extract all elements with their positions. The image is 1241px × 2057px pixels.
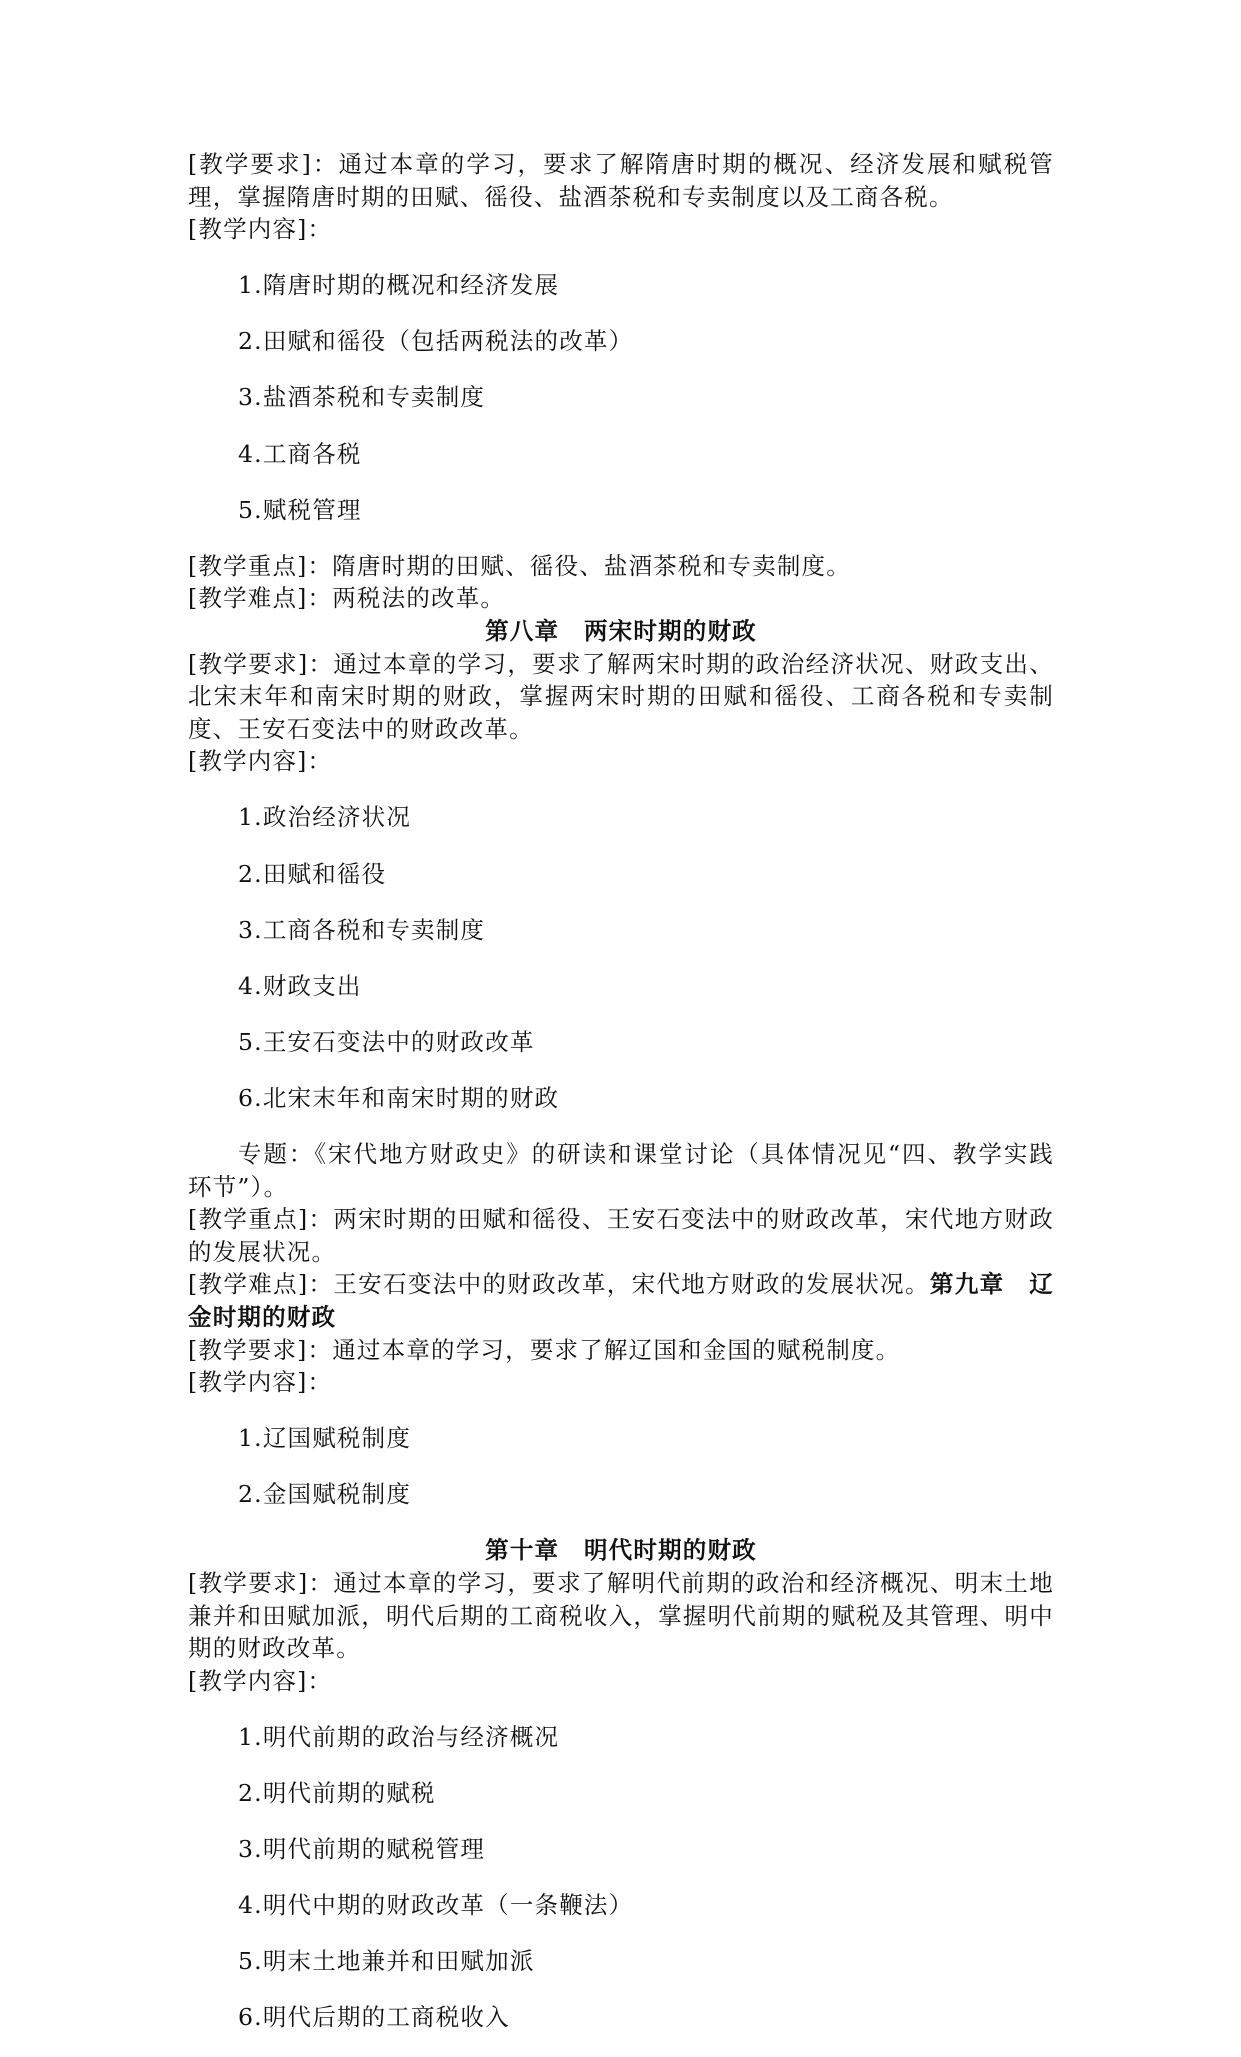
ch7-item-5: 5.赋税管理 <box>238 495 362 524</box>
ch7-item-1: 1.隋唐时期的概况和经济发展 <box>238 271 560 300</box>
ch7-content-label: [教学内容]： <box>188 215 333 244</box>
ch7-requirements: [教学要求]：通过本章的学习，要求了解隋唐时期的概况、经济发展和赋税管理，掌握隋唐时期的田赋、徭役、盐酒茶税和专卖制度以及工商各税。 <box>188 150 1054 211</box>
ch10-title: 第十章 明代时期的财政 <box>485 1536 757 1565</box>
ch9-content-label: [教学内容]： <box>188 1368 333 1397</box>
ch10-item-6: 6.明代后期的工商税收入 <box>238 2003 510 2032</box>
ch7-difficulties: [教学难点]：两税法的改革。 <box>188 584 506 613</box>
ch7-item-4: 4.工商各税 <box>238 439 362 468</box>
ch10-item-3: 3.明代前期的赋税管理 <box>238 1835 486 1864</box>
ch8-item-4: 4.财政支出 <box>238 971 362 1000</box>
ch10-item-5: 5.明末土地兼并和田赋加派 <box>238 1947 535 1976</box>
ch9-item-1: 1.辽国赋税制度 <box>238 1424 412 1453</box>
ch7-item-2: 2.田赋和徭役（包括两税法的改革） <box>238 327 634 356</box>
ch8-item-2: 2.田赋和徭役 <box>238 859 387 888</box>
ch8-item-5: 5.王安石变法中的财政改革 <box>238 1027 535 1056</box>
ch8-key-points: [教学重点]：两宋时期的田赋和徭役、王安石变法中的财政改革，宋代地方财政的发展状况。 <box>188 1205 1054 1266</box>
ch8-requirements: [教学要求]：通过本章的学习，要求了解两宋时期的政治经济状况、财政支出、北宋末年和南宋时期的财政，掌握两宋时期的田赋和徭役、工商各税和专卖制度、王安石变法中的财政改革。 <box>188 649 1054 743</box>
ch8-title: 第八章 两宋时期的财政 <box>485 616 757 645</box>
ch10-item-4: 4.明代中期的财政改革（一条鞭法） <box>238 1891 634 1920</box>
ch8-topic: 专题：《宋代地方财政史》的研读和课堂讨论（具体情况见“四、教学实践环节”）。 <box>188 1139 1054 1201</box>
ch9-item-2: 2.金国赋税制度 <box>238 1480 412 1509</box>
ch8-content-label: [教学内容]： <box>188 747 333 776</box>
ch7-key-points: [教学重点]：隋唐时期的田赋、徭役、盐酒茶税和专卖制度。 <box>188 551 851 580</box>
ch8-item-3: 3.工商各税和专卖制度 <box>238 915 486 944</box>
ch8-item-1: 1.政治经济状况 <box>238 803 412 832</box>
ch10-item-2: 2.明代前期的赋税 <box>238 1778 436 1807</box>
ch9-requirements: [教学要求]：通过本章的学习，要求了解辽国和金国的赋税制度。 <box>188 1335 901 1364</box>
ch9-title: 第九章 辽金时期的财政 <box>188 1270 1054 1331</box>
ch10-item-1: 1.明代前期的政治与经济概况 <box>238 1722 560 1751</box>
ch10-requirements: [教学要求]：通过本章的学习，要求了解明代前期的政治和经济概况、明末土地兼并和田赋加派，明代后期的工商税收入，掌握明代前期的赋税及其管理、明中期的财政改革。 <box>188 1569 1054 1663</box>
document-body <box>188 148 1054 2057</box>
ch8-difficulties-with-ch9-title <box>188 1268 1054 1333</box>
ch10-content-label: [教学内容]： <box>188 1666 333 1695</box>
ch8-difficulties: [教学难点]：王安石变法中的财政改革，宋代地方财政的发展状况。 <box>188 1270 930 1299</box>
ch8-item-6: 6.北宋末年和南宋时期的财政 <box>238 1083 560 1112</box>
ch7-item-3: 3.盐酒茶税和专卖制度 <box>238 383 486 412</box>
